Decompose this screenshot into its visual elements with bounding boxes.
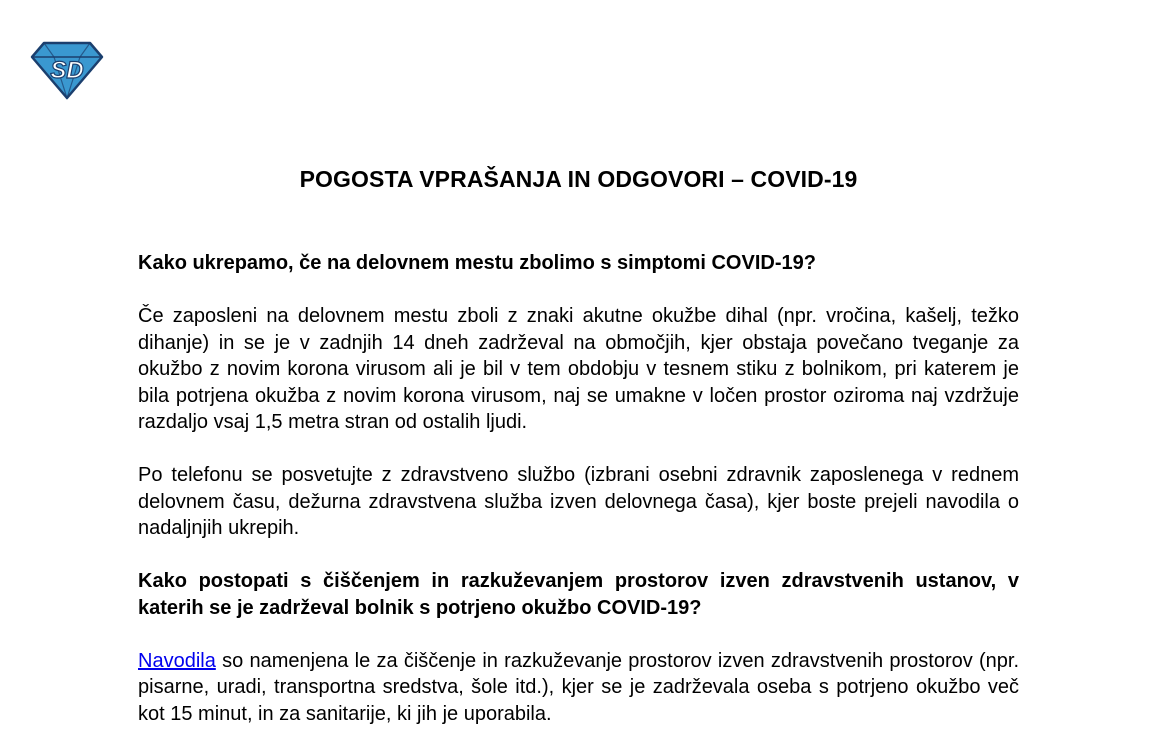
navodila-link[interactable]: Navodila — [138, 649, 216, 672]
document-body — [138, 250, 1019, 727]
organization-logo — [30, 40, 104, 100]
answer-2-paragraph-1 — [138, 648, 1019, 728]
spacer — [138, 542, 1019, 569]
question-2: Kako postopati s čiščenjem in razkuževanjem prostorov izven zdravstvenih ustanov, v katerih se je zadrževal bolnik s potrjeno okužbo COVID-19? — [138, 570, 1019, 619]
spacer — [138, 277, 1019, 304]
answer-2-text: so namenjena le za čiščenje in razkuževanje prostorov izven zdravstvenih prostorov (npr. pisarne, uradi, transportna sredstva, šole itd.), kjer se je zadrževala oseba s potrjeno okužbo več kot 15 minut, in za sanitarije, ki jih je uporabila. — [138, 649, 1019, 725]
page-title: POGOSTA VPRAŠANJA IN ODGOVORI – COVID-19 — [299, 166, 858, 192]
diamond-shield-logo-icon — [30, 40, 104, 100]
answer-1-paragraph-1: Če zaposleni na delovnem mestu zboli z znaki akutne okužbe dihal (npr. vročina, kašelj, težko dihanje) in se je v zadnjih 14 dneh zadrževal na območjih, kjer obstaja povečano tveganje za okužbo z novim korona virusom ali je bil v tem obdobju v tesnem stiku z bolnikom, pri katerem je bila potrjena okužba z novim korona virusom, naj se umakne v ločen prostor oziroma naj vzdržuje razdaljo vsaj 1,5 metra stran od ostalih ljudi. — [138, 305, 1019, 433]
logo-text: SD — [50, 57, 84, 84]
spacer — [138, 436, 1019, 463]
question-1: Kako ukrepamo, če na delovnem mestu zbolimo s simptomi COVID-19? — [138, 252, 816, 274]
answer-1-paragraph-2: Po telefonu se posvetujte z zdravstveno službo (izbrani osebni zdravnik zaposlenega v rednem delovnem času, dežurna zdravstvena služba izven delovnega časa), kjer boste prejeli navodila o nadaljnjih ukrepih. — [138, 464, 1019, 539]
spacer — [138, 621, 1019, 648]
